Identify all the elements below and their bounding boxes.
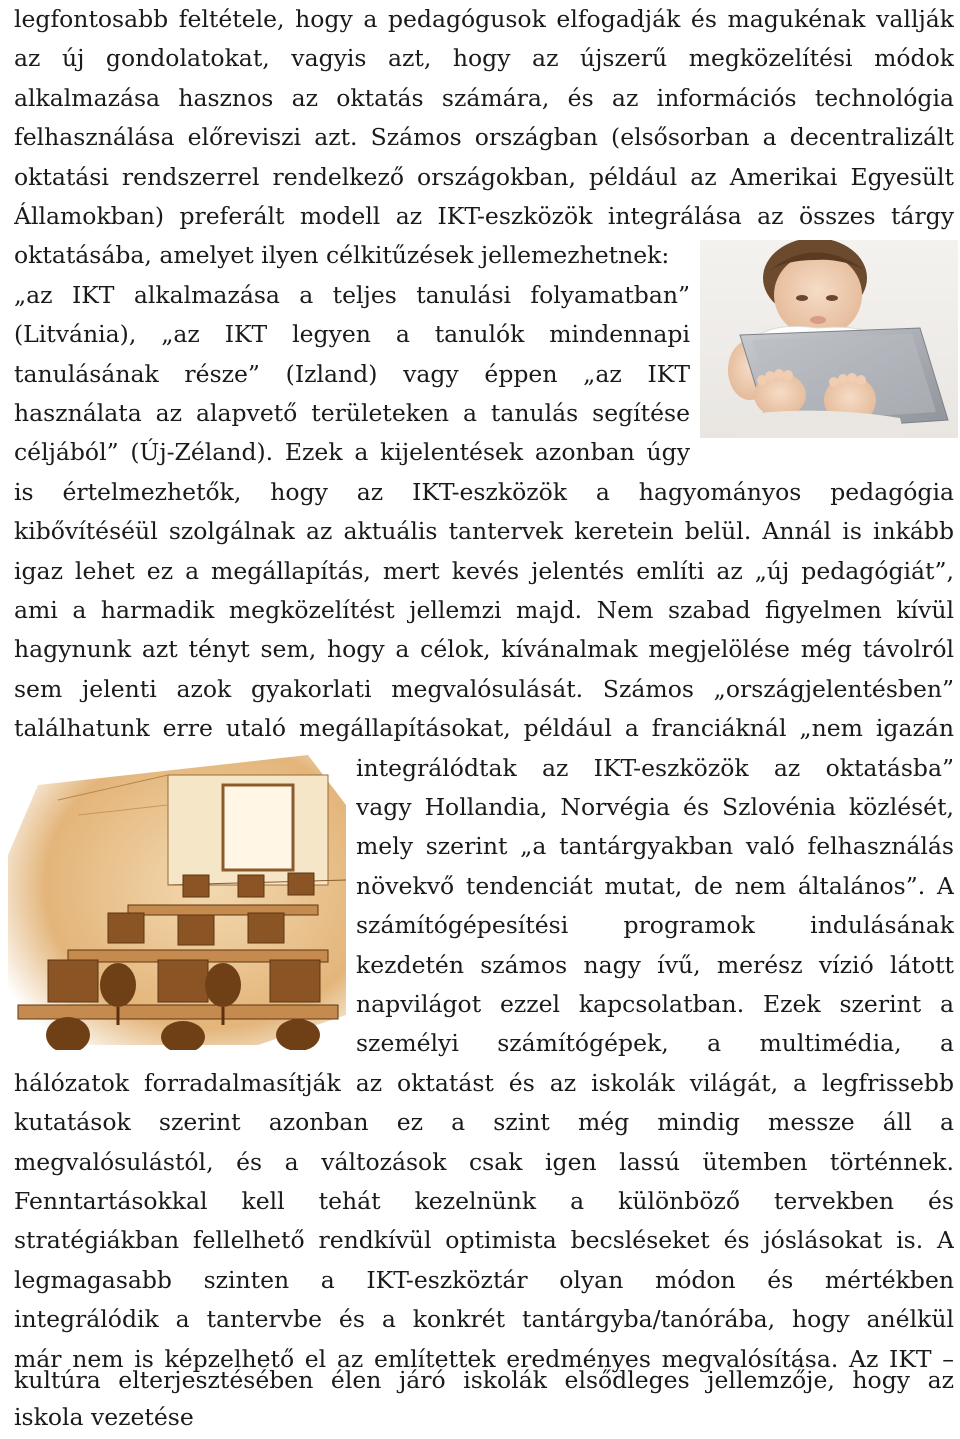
text-line: (Litvánia), „az IKT legyen a tanulók mindennapi <box>14 320 690 349</box>
text-line: használata az alapvető területeken a tanulás segítése <box>14 399 690 427</box>
classroom-photo-graphic <box>8 745 346 1050</box>
text-line: tanulásának része” (Izland) vagy éppen „az IKT <box>14 359 690 388</box>
text-line: hagynunk azt tényt sem, hogy a célok, kívánalmak megjelölése még távolról <box>14 635 954 664</box>
text-line: már nem is képzelhető el az említettek eredményes megvalósítása. Az IKT – <box>14 1344 954 1373</box>
text-line: sem jelenti azok gyakorlati megvalósulását. Számos „országjelentésben” <box>14 674 954 703</box>
text-line: igaz lehet ez a megállapítás, mert kevés jelentés említi az „új pedagógiát”, <box>14 556 954 585</box>
baby-photo-graphic <box>700 240 958 438</box>
text-line: kezdetén számos nagy ívű, merész vízió látott <box>356 950 954 979</box>
text-line: kibővítéséül szolgálnak az aktuális tantervek keretein belül. Annál is inkább <box>14 517 954 546</box>
text-line: vagy Hollandia, Norvégia és Szlovénia közlését, <box>356 793 954 821</box>
text-line: legmagasabb szinten a IKT-eszköztár olyan módon és mértékben <box>14 1265 954 1294</box>
text-line: oktatásába, amelyet ilyen célkitűzések jellemezhetnek: <box>14 241 670 270</box>
text-line: legfontosabb feltétele, hogy a pedagógusok elfogadják és magukénak vallják <box>14 5 954 33</box>
text-line: számítógépesítési programok indulásának <box>356 911 954 940</box>
computer-classroom-sepia-photo <box>8 745 346 1050</box>
text-line: felhasználása előreviszi azt. Számos országban (elsősorban a decentralizált <box>14 123 954 152</box>
text-line: stratégiákban fellelhető rendkívül optimista becsléseket és jóslásokat is. A <box>14 1226 954 1255</box>
text-line: „az IKT alkalmazása a teljes tanulási folyamatban” <box>14 280 690 309</box>
text-line: Fenntartásokkal kell tehát kezelnünk a különböző tervekben és <box>14 1187 954 1215</box>
text-line-last: iskola vezetése <box>14 1403 194 1431</box>
text-line: napvilágot ezzel kapcsolatban. Ezek szerint a <box>356 990 954 1018</box>
text-line: integrálódtak az IKT-eszközök az oktatásba” <box>356 753 954 782</box>
text-line: oktatási rendszerrel rendelkező országokban, például az Amerikai Egyesült <box>14 162 954 191</box>
text-line: mely szerint „a tantárgyakban való felhasználás <box>356 832 954 861</box>
text-line: megvalósulástól, és a változások csak igen lassú ütemben történnek. <box>14 1147 954 1176</box>
text-line: Államokban) preferált modell az IKT-eszközök integrálása az összes tárgy <box>14 202 954 230</box>
text-line: kutatások szerint azonban ez a szint még mindig messze áll a <box>14 1108 954 1137</box>
text-line: integrálódik a tantervbe és a konkrét tantárgyba/tanórába, hogy anélkül <box>14 1305 954 1334</box>
text-line: az új gondolatokat, vagyis azt, hogy az újszerű megközelítési módok <box>14 44 954 73</box>
text-line: találhatunk erre utaló megállapításokat, például a franciáknál „nem igazán <box>14 714 954 743</box>
text-line: is értelmezhetők, hogy az IKT-eszközök a hagyományos pedagógia <box>14 477 954 506</box>
text-line: kultúra elterjesztésében élen járó iskolák elsődleges jellemzője, hogy az <box>14 1366 954 1394</box>
text-line: ami a harmadik megközelítést jellemzi majd. Nem szabad figyelmen kívül <box>14 596 954 624</box>
text-line: növekvő tendenciát mutat, de nem általános”. A <box>356 871 954 900</box>
text-line: alkalmazása hasznos az oktatás számára, és az információs technológia <box>14 83 954 112</box>
text-line: személyi számítógépek, a multimédia, a <box>356 1029 954 1058</box>
text-line: céljából” (Új-Zéland). Ezek a kijelentések azonban úgy <box>14 438 690 467</box>
text-line: hálózatok forradalmasítják az oktatást és az iskolák világát, a legfrissebb <box>14 1068 954 1097</box>
baby-with-laptop-photo <box>700 240 958 438</box>
